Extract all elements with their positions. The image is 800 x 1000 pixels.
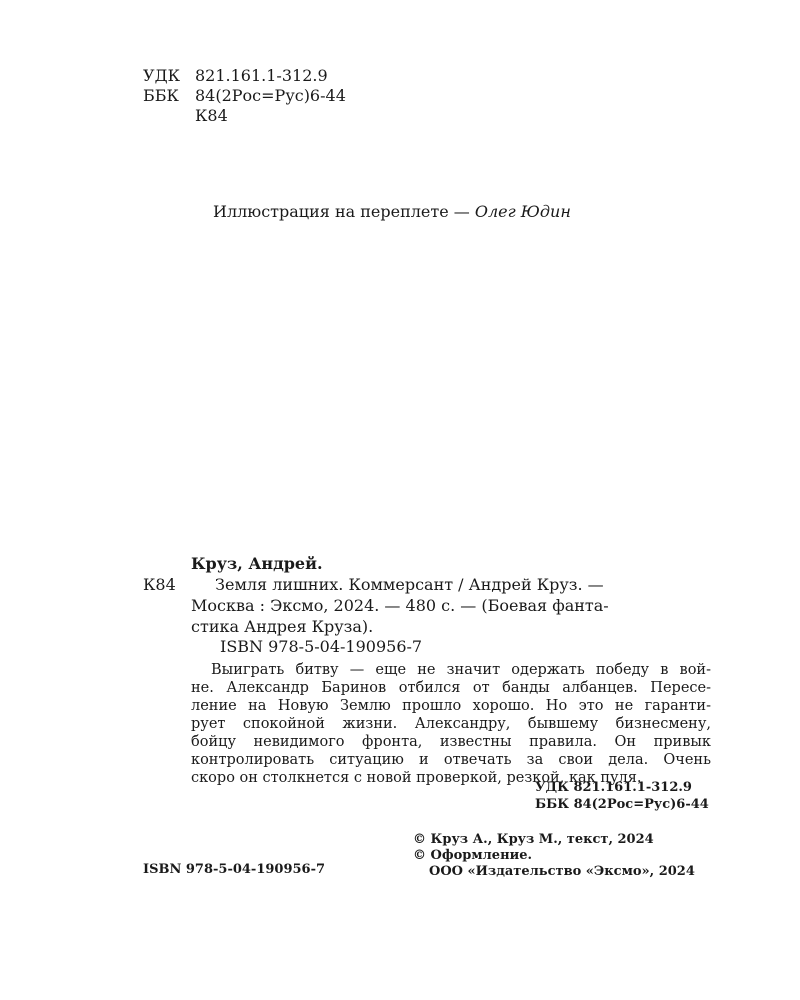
udk-bold: УДК 821.161.1-312.9 (535, 780, 692, 795)
illustration-prefix: Иллюстрация на переплете — (213, 202, 475, 221)
copyright-block (413, 832, 695, 880)
author-heading: Круз, Андрей. (191, 554, 323, 573)
illustration-credit (213, 202, 571, 221)
bbk-bold: ББК 84(2Рос=Рус)6-44 (535, 797, 709, 812)
classification-bold (535, 779, 709, 813)
udk-value: 821.161.1-312.9 (195, 66, 328, 85)
udk-label: УДК (143, 66, 180, 85)
annotation-line: скоро он столкнется с новой проверкой, резкой, как пуля. (191, 770, 642, 786)
annotation-line: не. Александр Баринов отбился от банды албанцев. Пересе- (191, 680, 711, 696)
footer-isbn: ISBN 978-5-04-190956-7 (143, 862, 326, 877)
author-code: К84 (195, 106, 228, 125)
bbk-value: 84(2Рос=Рус)6-44 (195, 86, 346, 105)
annotation-line: рует спокойной жизни. Александру, бывшему бизнесмену, (191, 716, 711, 732)
biblio-line: Земля лишних. Коммерсант / Андрей Круз. — (215, 575, 604, 594)
author-code-line (143, 106, 346, 126)
illustration-artist: Олег Юдин (474, 202, 571, 221)
copyright-design: © Оформление. (413, 848, 533, 863)
udk-line (143, 66, 346, 86)
annotation-line: контролировать ситуацию и отвечать за свои дела. Очень (191, 752, 711, 768)
bbk-label: ББК (143, 86, 179, 105)
biblio-line: Москва : Эксмо, 2024. — 480 с. — (Боевая фанта- (191, 596, 609, 615)
annotation-line: Выиграть битву — еще не значит одержать победу в вой- (211, 662, 711, 678)
annotation (191, 661, 711, 787)
biblio-line: стика Андрея Круза). (191, 617, 374, 636)
copyright-publisher: ООО «Издательство «Эксмо», 2024 (429, 864, 695, 879)
annotation-line: ление на Новую Землю прошло хорошо. Но это не гаранти- (191, 698, 711, 714)
bbk-line (143, 86, 346, 106)
copyright-text: © Круз А., Круз М., текст, 2024 (413, 832, 654, 847)
biblio-isbn: ISBN 978-5-04-190956-7 (220, 637, 423, 656)
annotation-line: бойцу невидимого фронта, известны правила. Он привык (191, 734, 711, 750)
biblio-author-code: К84 (143, 575, 176, 594)
biblio-description (191, 574, 711, 637)
classification-block (143, 66, 346, 126)
